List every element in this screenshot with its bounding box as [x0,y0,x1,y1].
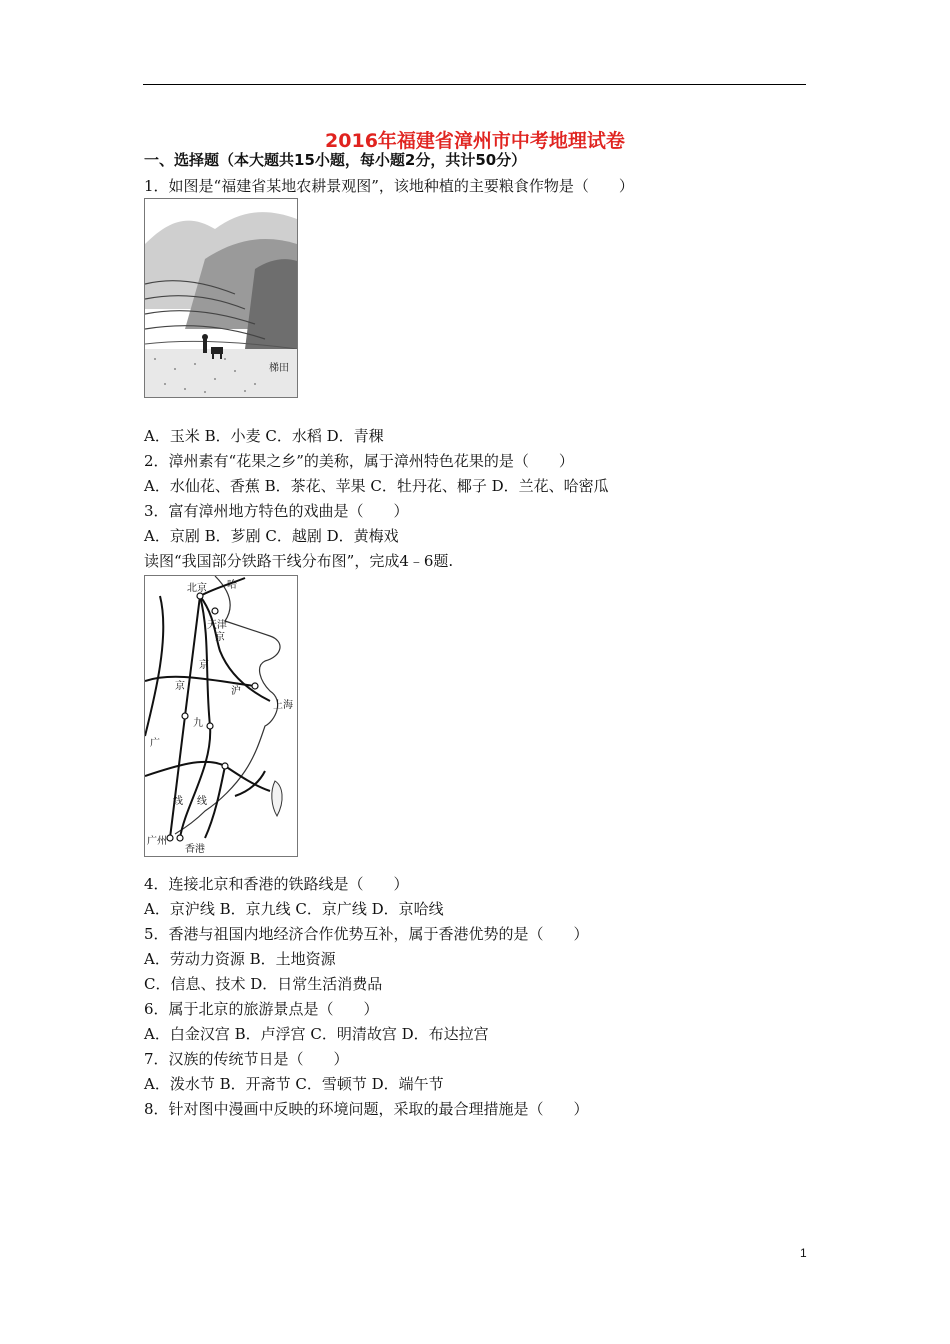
map-intro: 读图“我国部分铁路干线分布图”，完成4﹣6题. [144,552,454,570]
railway-map-figure [144,575,298,857]
question-3: 3．富有漳州地方特色的戏曲是（ ） [144,502,409,520]
page-title: 2016年福建省漳州市中考地理试卷 [325,130,625,152]
question-6-options: A．白金汉宫 B．卢浮宫 C．明清故宫 D．布达拉宫 [144,1025,489,1043]
map-label-jiu: 九 [193,718,203,729]
map-label-jing-2: 京 [199,660,209,671]
map-label-guang: 广 [150,738,160,749]
map-label-tianjin: 天津 [207,620,227,631]
farmland-figure [144,198,298,398]
question-5-options-a: A．劳动力资源 B．土地资源 [144,950,336,968]
map-label-xian-1: 线 [173,796,183,807]
map-label-hongkong: 香港 [185,844,205,855]
page-number: 1 [800,1246,807,1260]
header-rule [143,84,806,85]
farmland-sketch [145,199,297,397]
question-5: 5．香港与祖国内地经济合作优势互补，属于香港优势的是（ ） [144,925,589,943]
question-1-options: A．玉米 B．小麦 C．水稻 D．青稞 [144,427,384,445]
question-2: 2．漳州素有“花果之乡”的美称，属于漳州特色花果的是（ ） [144,452,574,470]
map-label-beijing: 北京 [187,583,207,594]
question-7-options: A．泼水节 B．开斋节 C．雪顿节 D．端午节 [144,1075,444,1093]
map-label-hu: 沪 [231,686,241,697]
question-3-options: A．京剧 B．芗剧 C．越剧 D．黄梅戏 [144,527,399,545]
map-label-jing-3: 京 [175,681,185,692]
map-label-jing-1: 京 [215,632,225,643]
question-4: 4．连接北京和香港的铁路线是（ ） [144,875,409,893]
question-1: 1．如图是“福建省某地农耕景观图”，该地种植的主要粮食作物是（ ） [144,177,634,195]
question-6: 6．属于北京的旅游景点是（ ） [144,1000,379,1018]
farmland-caption: 梯田 [269,363,289,374]
railway-map [145,576,297,856]
question-4-options: A．京沪线 B．京九线 C．京广线 D．京哈线 [144,900,444,918]
question-2-options: A．水仙花、香蕉 B．茶花、苹果 C．牡丹花、椰子 D．兰花、哈密瓜 [144,477,609,495]
question-8: 8．针对图中漫画中反映的环境问题，采取的最合理措施是（ ） [144,1100,589,1118]
question-7: 7．汉族的传统节日是（ ） [144,1050,349,1068]
question-5-options-b: C．信息、技术 D．日常生活消费品 [144,975,383,993]
map-label-guangzhou: 广州 [147,836,167,847]
section-heading: 一、选择题（本大题共15小题，每小题2分，共计50分） [144,151,527,169]
map-label-xian-2: 线 [197,796,207,807]
map-label-shanghai: 上海 [273,700,293,711]
map-label-ha: 哈 [227,580,237,591]
